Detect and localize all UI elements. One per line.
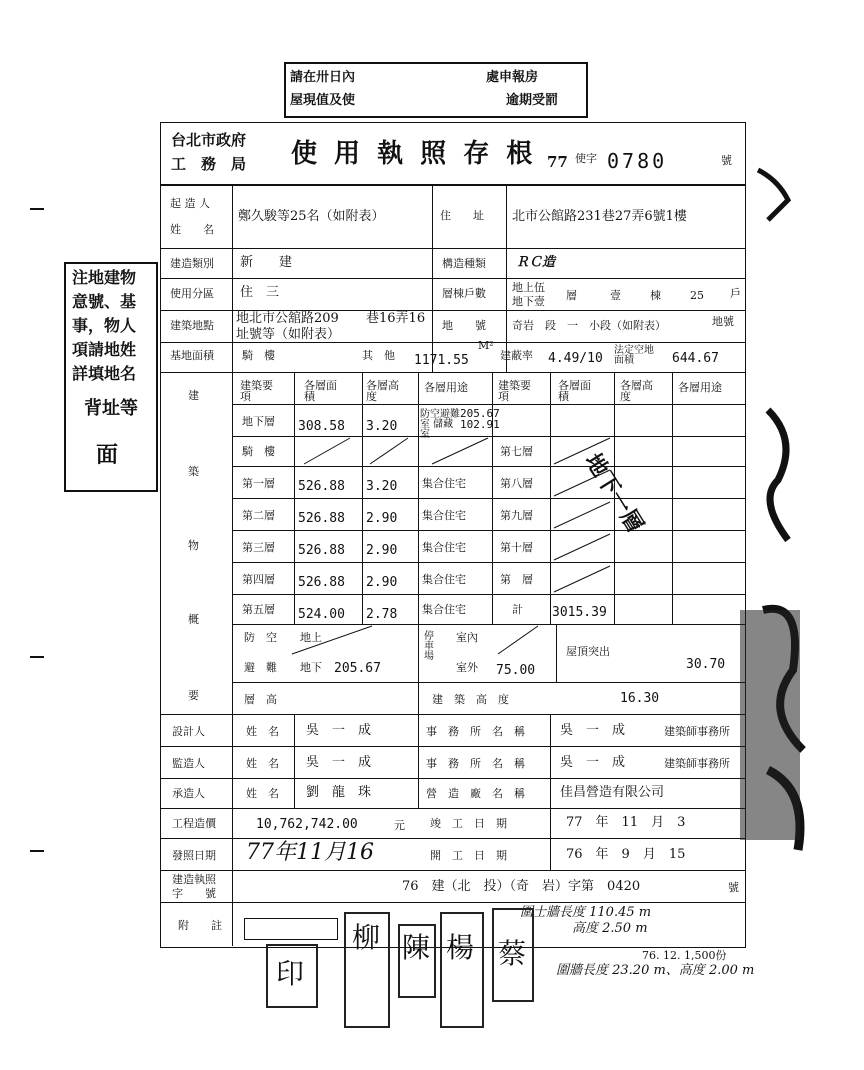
notes-label: 附 註: [178, 919, 222, 932]
notes-wall-length: 圍士牆長度 110.45 m: [520, 905, 652, 920]
coverage-value: 4.49/10: [548, 351, 603, 366]
permit-label1: 建造執照: [172, 873, 216, 886]
bldg-height-label: 建 築 高 度: [432, 693, 509, 706]
side-note-5: 背址等: [84, 398, 138, 419]
structure-label: 構造種類: [442, 257, 486, 270]
handwritten-note: 地下一層: [579, 448, 649, 538]
hdr-use: 各層用途: [424, 381, 468, 394]
corner-smudge: [740, 610, 800, 840]
floor-use-5: 集合住宅: [422, 573, 466, 586]
small-stamp-row: [244, 918, 338, 940]
side-label-1: 築: [188, 465, 199, 478]
shelter-below: 地下: [300, 661, 322, 674]
site-value2: 址號等（如附表）: [236, 327, 341, 342]
org-line2: 工 務 局: [171, 155, 247, 173]
side-note-2: 事，物人: [72, 316, 137, 335]
hdr-item-r: 建築要項: [498, 379, 531, 403]
floor-name-4: 第三層: [242, 541, 275, 554]
designer-name: 吳 一 成: [306, 723, 372, 738]
seal-1-char: 印: [276, 957, 305, 990]
supervisor-name: 吳 一 成: [306, 755, 372, 770]
floor-r-name-0: 第七層: [500, 445, 533, 458]
supervisor-office-label: 事 務 所 名 稱: [426, 757, 525, 770]
build-type-label: 建造類別: [170, 257, 214, 270]
floor-use-6: 集合住宅: [422, 603, 466, 616]
margin-mark-1: [30, 208, 44, 210]
structure-value: ＲＣ造: [516, 255, 556, 270]
org-line1: 台北市政府: [171, 131, 247, 149]
contractor-label: 承造人: [172, 787, 205, 800]
floor-height-0: 3.20: [366, 419, 398, 434]
permit-suffix: 號: [728, 881, 739, 894]
area-unit: M²: [478, 339, 494, 352]
floor-name-5: 第四層: [242, 573, 275, 586]
issue-date-hand: 77年11月16: [246, 840, 374, 865]
notice-line1: 請在卅日內: [290, 70, 356, 85]
supervisor-office: 吳 一 成: [560, 755, 626, 770]
address-value: 北市公館路231巷27弄6號1樓: [512, 209, 687, 224]
seal-2-char: 柳: [352, 921, 381, 954]
roof-label: 屋頂突出: [566, 645, 610, 658]
floor-height-4: 2.90: [366, 543, 398, 558]
roof-value: 30.70: [686, 657, 726, 672]
notice-line2: 屋現值及使: [290, 93, 356, 108]
floor-r-name-4: 第 層: [500, 573, 533, 586]
contractor-name-label: 姓 名: [246, 787, 279, 800]
floor-use-2: 集合住宅: [422, 477, 466, 490]
hdr-height: 各層高度: [366, 379, 399, 403]
floor-r-name-2: 第九層: [500, 509, 533, 522]
shelter-below-value: 205.67: [334, 661, 381, 676]
floors-above: 地上伍: [512, 281, 545, 294]
arcade-label: 騎 樓: [242, 349, 275, 362]
seal-4: [440, 912, 484, 1028]
parking-label: 停車場: [424, 631, 434, 662]
side-label-0: 建: [188, 389, 199, 402]
supervisor-suffix: 建築師事務所: [664, 757, 730, 770]
lot-value: 奇岩 段 一 小段（如附表）: [512, 319, 666, 332]
seal-5-char: 蔡: [498, 937, 527, 970]
floor-name-6: 第五層: [242, 603, 275, 616]
permit-value: 76 建（北 投）（奇 岩）字第 0420: [402, 879, 641, 894]
floor-area-6: 524.00: [298, 607, 345, 622]
designer-office-label: 事 務 所 名 稱: [426, 725, 525, 738]
hdr-height-r: 各層高度: [620, 379, 653, 403]
floor-height-2: 3.20: [366, 479, 398, 494]
seal-5: [492, 908, 534, 1002]
side-note-3: 項請地姓: [72, 340, 137, 359]
contractor-name: 劉 龍 珠: [306, 785, 372, 800]
floor-extra-0: 205.67 102.91: [460, 407, 500, 431]
contractor-company: 佳昌營造有限公司: [560, 785, 665, 800]
notice-stamp: [284, 62, 588, 118]
open-space-value: 644.67: [672, 351, 719, 366]
applicant-label2: 姓 名: [170, 223, 214, 236]
floor-area-2: 526.88: [298, 479, 345, 494]
cert-type: 使字: [575, 152, 597, 165]
floor-name-0: 地下層: [242, 415, 275, 428]
floors-unit: 層: [566, 289, 577, 302]
cert-number: 0780: [607, 149, 668, 173]
floor-use-4: 集合住宅: [422, 541, 466, 554]
floor-r-name-5: 計: [512, 603, 523, 616]
hdr-item: 建築要項: [240, 379, 273, 403]
side-note-4: 詳填地名: [72, 364, 137, 383]
seal-4-char: 楊: [446, 931, 475, 964]
cost-unit: 元: [394, 819, 405, 832]
cost-value: 10,762,742.00: [256, 817, 358, 832]
designer-name-label: 姓 名: [246, 725, 279, 738]
site-value1: 地北市公舘路209: [236, 311, 339, 326]
site-value1b: 巷16弄16: [366, 311, 426, 326]
seal-3: [398, 924, 436, 998]
floor-name-1: 騎 樓: [242, 445, 275, 458]
floor-height-5: 2.90: [366, 575, 398, 590]
floor-name-2: 第一層: [242, 477, 275, 490]
floor-use-0: 防空避難室 儲藏室: [420, 409, 460, 440]
floor-area-4: 526.88: [298, 543, 345, 558]
other-value: 1171.55: [414, 353, 469, 368]
designer-office: 吳 一 成: [560, 723, 626, 738]
side-note-0: 注地建物: [72, 268, 137, 287]
coverage-label: 建蔽率: [500, 349, 533, 362]
build-type-value: 新 建: [240, 255, 293, 270]
start-label: 開 工 日 期: [430, 849, 507, 862]
cert-year: 77: [547, 153, 568, 171]
floor-area-3: 526.88: [298, 511, 345, 526]
margin-mark-3: [30, 850, 44, 852]
contractor-company-label: 營 造 廠 名 稱: [426, 787, 525, 800]
base-area-label: 基地面積: [170, 349, 214, 362]
shelter-label1: 防 空: [244, 631, 277, 644]
floors-label: 層棟戶數: [442, 287, 486, 300]
parking-outdoor-value: 75.00: [496, 663, 536, 678]
floor-height-3: 2.90: [366, 511, 398, 526]
floor-use-3: 集合住宅: [422, 509, 466, 522]
side-label-3: 概: [188, 613, 199, 626]
hdr-area-r: 各層面積: [558, 379, 591, 403]
cost-label: 工程造價: [172, 817, 216, 830]
permit-label2: 字 號: [172, 887, 216, 900]
notice-line2b: 逾期受罰: [506, 93, 559, 108]
notes-print: 76. 12. 1,500份: [642, 949, 727, 962]
floor-total: 3015.39: [552, 605, 607, 620]
cert-suffix: 號: [721, 154, 732, 167]
header-box: [160, 122, 746, 186]
floor-height-label: 層 高: [244, 693, 277, 706]
doc-title: 使 用 執 照 存 根: [291, 139, 537, 169]
floor-r-name-3: 第十層: [500, 541, 533, 554]
start-date: 76 年 9 月 15: [566, 847, 686, 862]
supervisor-name-label: 姓 名: [246, 757, 279, 770]
notes-fence: 圍牆長度 23.20 m、高度 2.00 m: [556, 963, 755, 978]
side-label-4: 要: [188, 689, 199, 702]
floor-r-name-1: 第八層: [500, 477, 533, 490]
zoning-label: 使用分區: [170, 287, 214, 300]
applicant-label1: 起 造 人: [170, 197, 210, 210]
floor-height-6: 2.78: [366, 607, 398, 622]
other-label: 其 他: [362, 349, 395, 362]
side-note-stamp: [64, 262, 158, 492]
floor-name-3: 第二層: [242, 509, 275, 522]
notes-wall-height: 高度 2.50 m: [572, 921, 648, 936]
complete-date: 77 年 11 月 3: [566, 815, 686, 830]
designer-label: 設計人: [172, 725, 205, 738]
households: 25: [690, 289, 704, 302]
seal-1: [266, 944, 318, 1008]
lot-suffix: 地號: [712, 315, 734, 328]
side-note-6: 面: [96, 442, 119, 468]
shelter-above: 地上: [300, 631, 322, 644]
parking-outdoor: 室外: [456, 661, 478, 674]
hdr-area: 各層面積: [304, 379, 337, 403]
hdr-use-r: 各層用途: [678, 381, 722, 394]
side-label-2: 物: [188, 539, 199, 552]
side-note-1: 意號、基: [72, 292, 137, 311]
complete-label: 竣 工 日 期: [430, 817, 507, 830]
floor-area-0: 308.58: [298, 419, 345, 434]
seal-3-char: 陳: [402, 931, 431, 964]
margin-mark-2: [30, 656, 44, 658]
notice-line1b: 處申報房: [486, 70, 539, 85]
households-unit: 戶: [730, 287, 741, 300]
designer-suffix: 建築師事務所: [664, 725, 730, 738]
lot-label: 地 號: [442, 319, 486, 332]
seal-2: [344, 912, 390, 1028]
floors-below: 地下壹: [512, 295, 545, 308]
floor-area-5: 526.88: [298, 575, 345, 590]
bldg-height-value: 16.30: [620, 691, 660, 706]
issue-label: 發照日期: [172, 849, 216, 862]
address-label: 住 址: [440, 209, 484, 222]
building-unit: 棟: [650, 289, 661, 302]
zoning-value: 住 三: [240, 285, 280, 300]
site-label: 建築地點: [170, 319, 214, 332]
building-count: 壹: [610, 289, 621, 302]
parking-indoor: 室內: [456, 631, 478, 644]
supervisor-label: 監造人: [172, 757, 205, 770]
shelter-label2: 避 難: [244, 661, 277, 674]
applicant-value: 鄭久駿等25名（如附表）: [238, 209, 385, 224]
open-space-label: 法定空地面積: [614, 345, 654, 366]
